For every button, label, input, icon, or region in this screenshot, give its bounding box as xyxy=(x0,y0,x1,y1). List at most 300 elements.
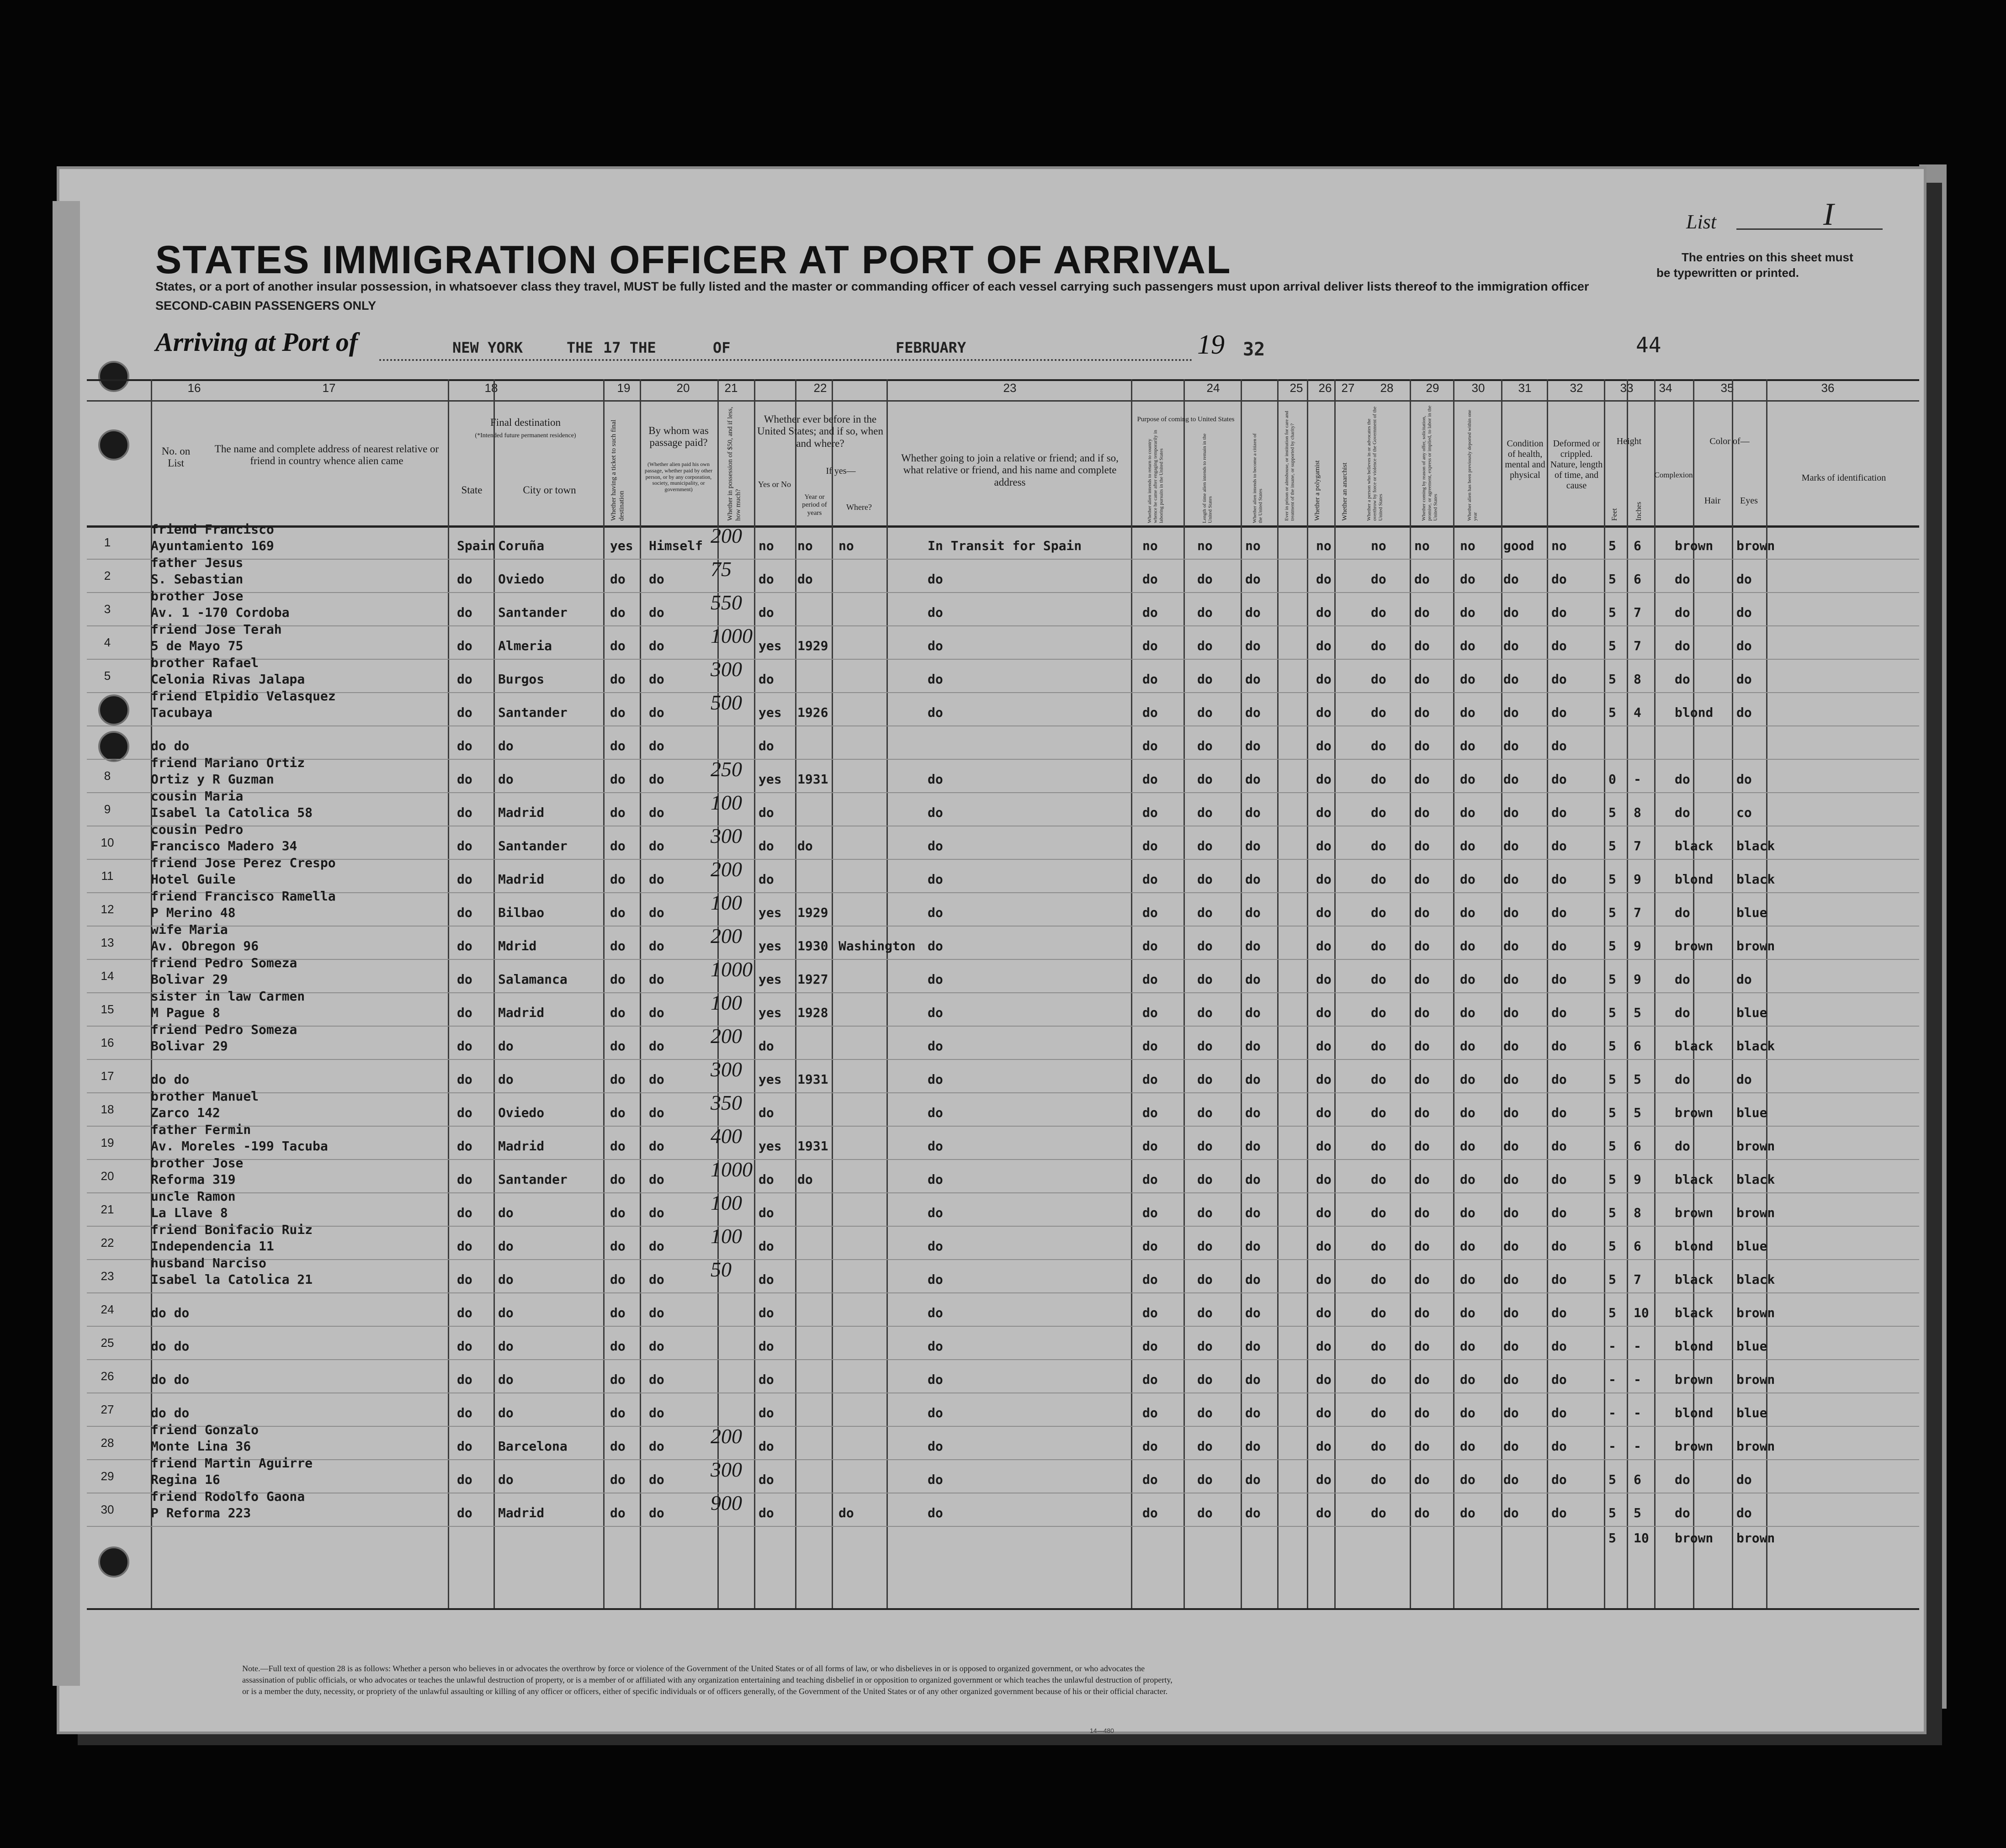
cell-before: do xyxy=(759,1239,774,1254)
column-rule xyxy=(1501,379,1502,1608)
cell-ft: 5 xyxy=(1608,838,1616,853)
cell-ticket: yes xyxy=(610,538,633,553)
cell-c26: do xyxy=(1316,1205,1332,1220)
relative-name: cousin Maria xyxy=(151,789,244,804)
cell-p2: do xyxy=(1197,1072,1213,1087)
cell-in: 4 xyxy=(1634,705,1641,720)
cell-health: do xyxy=(1503,772,1519,787)
cell-p2: do xyxy=(1197,605,1213,620)
cell-ticket: do xyxy=(610,1239,626,1254)
cell-before: yes xyxy=(759,972,782,987)
col-num: 16 xyxy=(187,381,201,395)
cell-p1: do xyxy=(1142,738,1158,753)
cell-year: no xyxy=(797,538,813,553)
cell-paid: do xyxy=(649,1272,664,1287)
cell-before: do xyxy=(759,1339,774,1354)
cell-in: - xyxy=(1634,1439,1641,1454)
relative-address: 5 de Mayo 75 xyxy=(151,638,244,653)
cell-c29: do xyxy=(1414,1205,1430,1220)
cell-paid: Himself xyxy=(649,538,703,553)
col-num: 27 xyxy=(1341,381,1355,395)
cell-ticket: do xyxy=(610,1038,626,1054)
page-title: STATES IMMIGRATION OFFICER AT PORT OF ARRIVAL xyxy=(155,238,1231,282)
cell-ticket: do xyxy=(610,672,626,687)
cell-hair: do xyxy=(1675,1138,1690,1154)
cell-join: do xyxy=(928,1072,943,1087)
cell-before: do xyxy=(759,572,774,587)
cell-p3: do xyxy=(1245,1272,1261,1287)
cell-deformed: do xyxy=(1551,805,1567,820)
cell-paid: do xyxy=(649,1239,664,1254)
header-q29: Whether coming by reason of any offer, solicitation, promise, or agreement, express or implied, to labor in the United States xyxy=(1421,405,1438,521)
cell-c26: do xyxy=(1316,1472,1332,1487)
row-number: 29 xyxy=(101,1469,114,1483)
col-num: 26 xyxy=(1318,381,1332,395)
cell-c26: do xyxy=(1316,1172,1332,1187)
cell-c26: do xyxy=(1316,1105,1332,1120)
header-complexion: Complexion xyxy=(1654,471,1693,479)
relative-name: friend Francisco Ramella xyxy=(151,889,336,904)
cell-city: do xyxy=(498,1305,514,1320)
cell-state: do xyxy=(457,1072,472,1087)
relative-name: uncle Ramon xyxy=(151,1189,236,1204)
header-instruction: States, or a port of another insular possession, in whatsoever class they travel, MUST be fully listed and the master or commanding officer of each vessel carrying such passengers must upon arrival deliver lists thereof to the immigration officer xyxy=(155,280,1589,293)
cell-c28: do xyxy=(1371,1339,1386,1354)
header-paid-by: By whom was passage paid? xyxy=(648,425,709,449)
cell-ticket: do xyxy=(610,1339,626,1354)
cell-p1: do xyxy=(1142,1439,1158,1454)
cell-p1: do xyxy=(1142,772,1158,787)
cell-eyes: black xyxy=(1736,1038,1775,1054)
cell-city: do xyxy=(498,1372,514,1387)
cell-health: do xyxy=(1503,938,1519,953)
cell-p2: do xyxy=(1197,1205,1213,1220)
cell-city: do xyxy=(498,1038,514,1054)
cell-c26: do xyxy=(1316,872,1332,887)
cell-c26: do xyxy=(1316,605,1332,620)
row-number: 14 xyxy=(101,969,114,983)
cell-hair: do xyxy=(1675,1505,1690,1520)
cell-p1: do xyxy=(1142,1072,1158,1087)
cell-city: Madrid xyxy=(498,872,545,887)
cell-state: do xyxy=(457,572,472,587)
cell-paid: do xyxy=(649,1372,664,1387)
cell-paid: do xyxy=(649,905,664,920)
header-where: Where? xyxy=(846,503,872,512)
row-number: 4 xyxy=(104,635,111,649)
relative-address: do do xyxy=(151,738,190,753)
col-num: 31 xyxy=(1518,381,1532,395)
cell-c30: do xyxy=(1460,638,1475,653)
cell-c29: do xyxy=(1414,938,1430,953)
column-rule xyxy=(795,379,796,1608)
row-rule xyxy=(87,1126,1919,1127)
relative-address: Av. 1 -170 Cordoba xyxy=(151,605,290,620)
cell-c30: do xyxy=(1460,905,1475,920)
binder-hole-icon xyxy=(98,1546,129,1578)
list-underline xyxy=(1736,228,1883,230)
cell-c28: do xyxy=(1371,1172,1386,1187)
cell-ft: 5 xyxy=(1608,1272,1616,1287)
cell-in: 9 xyxy=(1634,938,1641,953)
cell-health: do xyxy=(1503,638,1519,653)
col-num: 35 xyxy=(1720,381,1734,395)
cell-year: 1927 xyxy=(797,972,828,987)
money-handwritten: 300 xyxy=(711,1058,742,1081)
cell-city: Madrid xyxy=(498,1138,545,1154)
cell-c26: do xyxy=(1316,1272,1332,1287)
cell-eyes: brown xyxy=(1736,1439,1775,1454)
money-handwritten: 200 xyxy=(711,524,742,547)
relative-name: friend Rodolfo Gaona xyxy=(151,1489,305,1504)
cell-c26: no xyxy=(1316,538,1332,553)
cell-before: yes xyxy=(759,1138,782,1154)
cell-p3: do xyxy=(1245,1205,1261,1220)
cell-in: 10 xyxy=(1634,1305,1649,1320)
cell-c30: do xyxy=(1460,672,1475,687)
cell-c28: do xyxy=(1371,872,1386,887)
cell-paid: do xyxy=(649,738,664,753)
cell-before: yes xyxy=(759,1005,782,1020)
cell-c28: do xyxy=(1371,572,1386,587)
cell-deformed: do xyxy=(1551,905,1567,920)
row-rule xyxy=(87,1259,1919,1260)
cell-p1: do xyxy=(1142,1205,1158,1220)
cell-p3: do xyxy=(1245,838,1261,853)
money-handwritten: 900 xyxy=(711,1491,742,1514)
cell-hair: do xyxy=(1675,772,1690,787)
cell-p3: do xyxy=(1245,1239,1261,1254)
cell-where: no xyxy=(838,538,854,553)
cell-p2: do xyxy=(1197,638,1213,653)
header-purpose: Purpose of coming to United States xyxy=(1137,416,1235,423)
cell-state: Spain xyxy=(457,538,496,553)
col-num: 33 xyxy=(1620,381,1634,395)
cell-c28: do xyxy=(1371,838,1386,853)
cell-c29: do xyxy=(1414,1405,1430,1420)
cell-paid: do xyxy=(649,1305,664,1320)
cell-health: do xyxy=(1503,905,1519,920)
cell-health: do xyxy=(1503,1372,1519,1387)
header-marks: Marks of identification xyxy=(1801,473,1886,483)
relative-address: Isabel la Catolica 58 xyxy=(151,805,313,820)
cell-where: do xyxy=(838,1505,854,1520)
cell-c30: do xyxy=(1460,1205,1475,1220)
column-rule xyxy=(1410,379,1411,1608)
cell-eyes: brown xyxy=(1736,538,1775,553)
row-number: 24 xyxy=(101,1303,114,1316)
cell-ft: 5 xyxy=(1608,1239,1616,1254)
cell-c30: do xyxy=(1460,838,1475,853)
cell-deformed: do xyxy=(1551,1038,1567,1054)
row-rule xyxy=(87,1059,1919,1060)
cell-p3: no xyxy=(1245,538,1261,553)
cell-state: do xyxy=(457,1439,472,1454)
cell-p1: do xyxy=(1142,1105,1158,1120)
row-rule xyxy=(87,1226,1919,1227)
cell-p3: do xyxy=(1245,638,1261,653)
cell-p1: do xyxy=(1142,1305,1158,1320)
arrival-month: FEBRUARY xyxy=(896,339,966,356)
cell-health: do xyxy=(1503,705,1519,720)
money-handwritten: 400 xyxy=(711,1124,742,1148)
money-handwritten: 550 xyxy=(711,591,742,614)
cell-ticket: do xyxy=(610,805,626,820)
cell-year: 1926 xyxy=(797,705,828,720)
cell-health: do xyxy=(1503,605,1519,620)
cell-state: do xyxy=(457,1472,472,1487)
cell-in: 7 xyxy=(1634,638,1641,653)
cell-city: Madrid xyxy=(498,1005,545,1020)
cell-c28: do xyxy=(1371,605,1386,620)
cell-c30: no xyxy=(1460,538,1475,553)
cell-year: do xyxy=(797,838,813,853)
cell-ft: 5 xyxy=(1608,705,1616,720)
cell-health: do xyxy=(1503,1172,1519,1187)
cell-p2: do xyxy=(1197,1239,1213,1254)
cell-join: do xyxy=(928,1239,943,1254)
cell-before: do xyxy=(759,1272,774,1287)
cell-in: 9 xyxy=(1634,972,1641,987)
cell-health: do xyxy=(1503,1272,1519,1287)
relative-address: do do xyxy=(151,1305,190,1320)
typewritten-note-1: The entries on this sheet must xyxy=(1682,250,1853,264)
arrival-year: 32 xyxy=(1243,339,1265,360)
cell-c30: do xyxy=(1460,572,1475,587)
header-color-of: Color of— xyxy=(1709,436,1750,446)
cell-p2: do xyxy=(1197,705,1213,720)
cell-year: 1931 xyxy=(797,772,828,787)
column-rule xyxy=(1334,379,1336,1608)
cell-hair: brown xyxy=(1675,1372,1714,1387)
relative-address: P Reforma 223 xyxy=(151,1505,251,1520)
relative-name: friend Bonifacio Ruiz xyxy=(151,1222,313,1237)
cell-c30: do xyxy=(1460,1505,1475,1520)
cell-c29: no xyxy=(1414,538,1430,553)
cell-c26: do xyxy=(1316,1038,1332,1054)
col-num: 19 xyxy=(617,381,631,395)
cell-paid: do xyxy=(649,772,664,787)
extra-row-in: 10 xyxy=(1634,1530,1649,1546)
cell-ticket: do xyxy=(610,705,626,720)
cell-paid: do xyxy=(649,1138,664,1154)
cell-p2: do xyxy=(1197,1505,1213,1520)
header-if-yes: If yes— xyxy=(826,466,856,476)
row-rule xyxy=(87,859,1919,860)
cell-paid: do xyxy=(649,605,664,620)
cell-p2: do xyxy=(1197,938,1213,953)
relative-address: Hotel Guile xyxy=(151,872,236,887)
cell-before: do xyxy=(759,805,774,820)
header-q28: Whether a person who believes in or advocates the overthrow by force or violence of the Government of the United States xyxy=(1366,406,1384,521)
row-number: 7 xyxy=(104,736,111,749)
cell-before: yes xyxy=(759,705,782,720)
cell-p1: do xyxy=(1142,572,1158,587)
relative-name: father Jesus xyxy=(151,555,244,570)
cell-p2: do xyxy=(1197,1439,1213,1454)
cell-c26: do xyxy=(1316,1305,1332,1320)
relative-address: Isabel la Catolica 21 xyxy=(151,1272,313,1287)
arrival-day: 17 THE xyxy=(603,339,656,356)
cell-state: do xyxy=(457,672,472,687)
cell-c28: do xyxy=(1371,1305,1386,1320)
cell-eyes: blue xyxy=(1736,1239,1767,1254)
cell-c30: do xyxy=(1460,1439,1475,1454)
cell-ft: 5 xyxy=(1608,905,1616,920)
cell-p2: do xyxy=(1197,1005,1213,1020)
header-class: SECOND-CABIN PASSENGERS ONLY xyxy=(155,299,377,312)
cell-p3: do xyxy=(1245,1472,1261,1487)
cell-ticket: do xyxy=(610,905,626,920)
relative-address: Ortiz y R Guzman xyxy=(151,772,274,787)
cell-city: do xyxy=(498,738,514,753)
cell-join: do xyxy=(928,705,943,720)
cell-ticket: do xyxy=(610,572,626,587)
cell-ft: 5 xyxy=(1608,672,1616,687)
cell-in: 5 xyxy=(1634,1005,1641,1020)
cell-eyes: brown xyxy=(1736,1305,1775,1320)
cell-p3: do xyxy=(1245,772,1261,787)
relative-address: Zarco 142 xyxy=(151,1105,220,1120)
row-number: 8 xyxy=(104,769,111,783)
cell-ticket: do xyxy=(610,1172,626,1187)
cell-year: 1931 xyxy=(797,1138,828,1154)
cell-c28: do xyxy=(1371,705,1386,720)
row-rule xyxy=(87,659,1919,660)
cell-paid: do xyxy=(649,1172,664,1187)
cell-join: do xyxy=(928,1305,943,1320)
cell-ft: 5 xyxy=(1608,938,1616,953)
cell-p1: do xyxy=(1142,605,1158,620)
cell-city: do xyxy=(498,1205,514,1220)
cell-hair: brown xyxy=(1675,1105,1714,1120)
port-name: NEW YORK xyxy=(452,339,523,356)
row-number: 10 xyxy=(101,836,114,849)
cell-health: do xyxy=(1503,972,1519,987)
cell-ticket: do xyxy=(610,1138,626,1154)
header-state: State xyxy=(461,484,483,496)
row-number: 15 xyxy=(101,1002,114,1016)
cell-p2: do xyxy=(1197,805,1213,820)
cell-c29: do xyxy=(1414,1472,1430,1487)
cell-p3: do xyxy=(1245,1372,1261,1387)
header-polygamist: Whether a polygamist xyxy=(1314,460,1321,521)
relative-address: do do xyxy=(151,1405,190,1420)
cell-paid: do xyxy=(649,1439,664,1454)
cell-ticket: do xyxy=(610,938,626,953)
cell-deformed: no xyxy=(1551,538,1567,553)
cell-year: 1928 xyxy=(797,1005,828,1020)
col-num: 29 xyxy=(1426,381,1439,395)
money-handwritten: 1000 xyxy=(711,1158,753,1181)
cell-c28: do xyxy=(1371,1038,1386,1054)
cell-before: do xyxy=(759,672,774,687)
row-number: 18 xyxy=(101,1102,114,1116)
cell-state: do xyxy=(457,905,472,920)
cell-hair: blond xyxy=(1675,705,1714,720)
header-hair: Hair xyxy=(1704,496,1721,506)
header-final-destination-sub: (*Intended future permanent residence) xyxy=(475,432,576,439)
cell-ticket: do xyxy=(610,1439,626,1454)
cell-c28: do xyxy=(1371,1105,1386,1120)
cell-deformed: do xyxy=(1551,1405,1567,1420)
relative-name: sister in law Carmen xyxy=(151,989,305,1004)
cell-c28: do xyxy=(1371,1072,1386,1087)
cell-city: do xyxy=(498,1239,514,1254)
row-number: 19 xyxy=(101,1136,114,1149)
cell-ticket: do xyxy=(610,1205,626,1220)
header-ticket: Whether having a ticket to such final destination xyxy=(610,419,626,521)
money-handwritten: 250 xyxy=(711,757,742,781)
cell-deformed: do xyxy=(1551,605,1567,620)
cell-year: do xyxy=(797,1172,813,1187)
cell-eyes: black xyxy=(1736,1172,1775,1187)
extra-row-ft: 5 xyxy=(1608,1530,1616,1546)
cell-join: do xyxy=(928,1138,943,1154)
cell-health: do xyxy=(1503,805,1519,820)
row-number: 20 xyxy=(101,1169,114,1183)
cell-p2: do xyxy=(1197,872,1213,887)
cell-ticket: do xyxy=(610,1472,626,1487)
cell-c26: do xyxy=(1316,1072,1332,1087)
cell-hair: do xyxy=(1675,572,1690,587)
cell-in: - xyxy=(1634,1339,1641,1354)
cell-p3: do xyxy=(1245,1005,1261,1020)
money-handwritten: 1000 xyxy=(711,958,753,981)
cell-paid: do xyxy=(649,1205,664,1220)
cell-eyes: do xyxy=(1736,1072,1752,1087)
cell-paid: do xyxy=(649,805,664,820)
cell-p1: do xyxy=(1142,1239,1158,1254)
cell-city: Almeria xyxy=(498,638,552,653)
cell-p1: do xyxy=(1142,972,1158,987)
cell-deformed: do xyxy=(1551,572,1567,587)
relative-name: wife Maria xyxy=(151,922,228,937)
cell-c29: do xyxy=(1414,605,1430,620)
cell-p3: do xyxy=(1245,1405,1261,1420)
cell-join: do xyxy=(928,905,943,920)
row-rule xyxy=(87,1426,1919,1427)
header-eyes: Eyes xyxy=(1740,496,1758,506)
cell-p2: do xyxy=(1197,972,1213,987)
cell-c29: do xyxy=(1414,772,1430,787)
cell-join: do xyxy=(928,572,943,587)
header-health: Condition of health, mental and physical xyxy=(1505,439,1545,480)
form-number: 14—480 xyxy=(1090,1727,1114,1734)
cell-eyes: brown xyxy=(1736,938,1775,953)
cell-hair: do xyxy=(1675,605,1690,620)
header-inches: Inches xyxy=(1635,502,1643,521)
cell-c28: do xyxy=(1371,638,1386,653)
cell-c26: do xyxy=(1316,1138,1332,1154)
cell-paid: do xyxy=(649,1072,664,1087)
column-rule xyxy=(1183,379,1185,1608)
relative-name: friend Jose Perez Crespo xyxy=(151,855,336,870)
cell-p2: do xyxy=(1197,1405,1213,1420)
cell-paid: do xyxy=(649,938,664,953)
cell-deformed: do xyxy=(1551,1439,1567,1454)
money-handwritten: 1000 xyxy=(711,624,753,647)
cell-c29: do xyxy=(1414,705,1430,720)
relative-address: Av. Obregon 96 xyxy=(151,938,259,953)
year-prefix: 19 xyxy=(1197,329,1225,360)
cell-join: do xyxy=(928,1272,943,1287)
cell-c30: do xyxy=(1460,1272,1475,1287)
row-number: 13 xyxy=(101,936,114,949)
cell-year: 1931 xyxy=(797,1072,828,1087)
row-rule xyxy=(87,959,1919,960)
cell-city: Madrid xyxy=(498,805,545,820)
